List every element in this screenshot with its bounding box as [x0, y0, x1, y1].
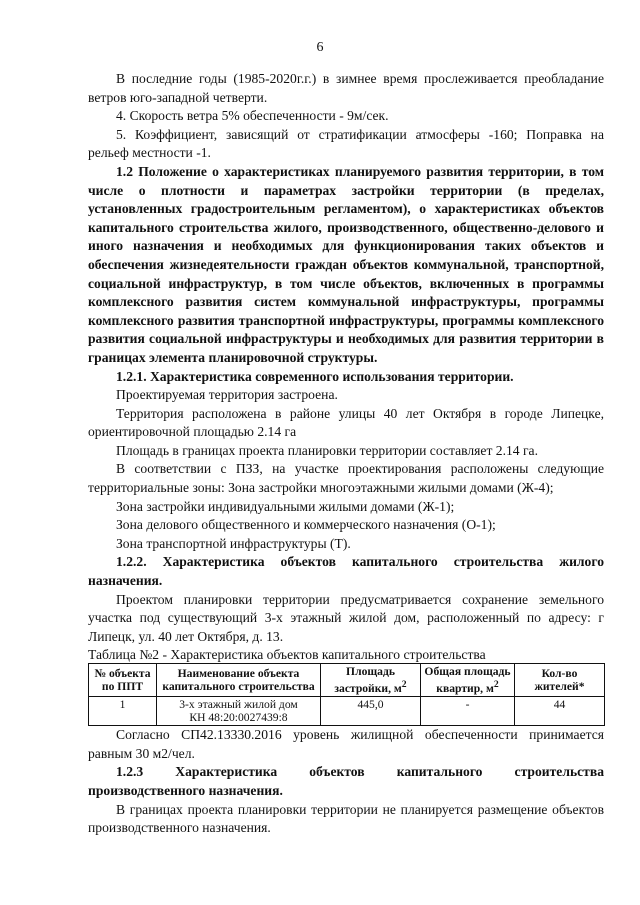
table-row — [89, 697, 605, 726]
paragraph-production-objects: В границах проекта планировки территории не планируется размещение объектов производственного назначения. — [88, 801, 604, 836]
cell-building-area: 445,0 — [321, 697, 421, 726]
paragraph-territory-location: Территория расположена в районе улицы 40 лет Октября в городе Липецке, ориентировочной площадью 2.14 га — [88, 405, 604, 440]
page-number: 6 — [316, 40, 324, 55]
header-object-number: № объекта по ППТ — [89, 664, 157, 697]
cell-object-name-line1: 3-х этажный жилой дом — [179, 698, 298, 712]
header-object-name: Наименование объекта капитального строительства — [157, 664, 321, 697]
header-apartments-area-text: Общая площадь квартир, м — [424, 665, 511, 696]
cell-object-number: 1 — [89, 697, 157, 726]
section-heading-1-2-2: 1.2.2. Характеристика объектов капитального строительства жилого назначения. — [88, 554, 604, 589]
cell-object-name-line2: КН 48:20:0027439:8 — [189, 711, 288, 725]
header-residents: Кол-во жителей* — [515, 664, 605, 697]
table-header-row — [89, 664, 605, 697]
header-building-area-text: Площадь застройки, м — [334, 665, 402, 696]
section-heading-1-2: 1.2 Положение о характеристиках планируемого развития территории, в том числе о плотности и параметрах застройки территории (в пределах, установленных градостроительным регламентом), о характеристиках объектов капитального строительства жилого, производственного, общественно-делового и иного назначения и необходимых для функционирования таких объектов и обеспечения жизнедеятельности граждан объектов коммунальной, транспортной, социальной инфраструктур, в том числе объектов, включенных в программы комплексного развития систем коммунальной инфраструктуры, программы комплексного развития транспортной инфраструктуры, программы комплексного развития социальной инфраструктуры и необходимых для развития территории в границах элемента планировочной структуры. — [88, 163, 604, 365]
header-apartments-area-sup: 2 — [493, 679, 499, 691]
section-heading-1-2-3: 1.2.3 Характеристика объектов капитального строительства производственного назначения. — [88, 764, 604, 799]
cell-object-name — [157, 697, 321, 726]
section-heading-1-2-1: 1.2.1. Характеристика современного использования территории. — [116, 368, 514, 384]
header-building-area — [321, 664, 421, 697]
header-building-area-sup: 2 — [401, 679, 407, 691]
paragraph-territory-built: Проектируемая территория застроена. — [116, 387, 338, 403]
paragraph-wind-direction: В последние годы (1985-2020г.г.) в зимнее время прослеживается преобладание ветров юго-западной четверти. — [88, 71, 604, 105]
paragraph-zones-intro: В соответствии с ПЗЗ, на участке проектирования расположены следующие территориальные зоны: Зона застройки многоэтажными жилыми домами (Ж-4); — [88, 461, 604, 496]
paragraph-wind-speed: 4. Скорость ветра 5% обеспеченности - 9м/сек. — [116, 108, 389, 124]
page-body — [88, 70, 604, 838]
cell-apartments-area: - — [421, 697, 515, 726]
table-caption: Таблица №2 - Характеристика объектов капитального строительства — [88, 647, 486, 663]
paragraph-zone-o1: Зона делового общественного и коммерческого назначения (О-1); — [116, 517, 496, 533]
paragraph-stratification: 5. Коэффициент, зависящий от стратификации атмосферы -160; Поправка на рельеф местности -1. — [88, 126, 604, 161]
paragraph-zone-t: Зона транспортной инфраструктуры (Т). — [116, 535, 351, 551]
cell-residents: 44 — [515, 697, 605, 726]
objects-table — [88, 663, 605, 726]
paragraph-housing-norm: Согласно СП42.13330.2016 уровень жилищной обеспеченности принимается равным 30 м2/чел. — [88, 727, 604, 761]
paragraph-territory-area: Площадь в границах проекта планировки территории составляет 2.14 га. — [116, 442, 538, 458]
paragraph-residential-plan: Проектом планировки территории предусматривается сохранение земельного участка под существующий 3-х этажный жилой дом, расположенный по адресу: г Липецк, ул. 40 лет Октября, д. 13. — [88, 591, 604, 644]
paragraph-zone-zh1: Зона застройки индивидуальными жилыми домами (Ж-1); — [116, 498, 455, 514]
header-apartments-area — [421, 664, 515, 697]
